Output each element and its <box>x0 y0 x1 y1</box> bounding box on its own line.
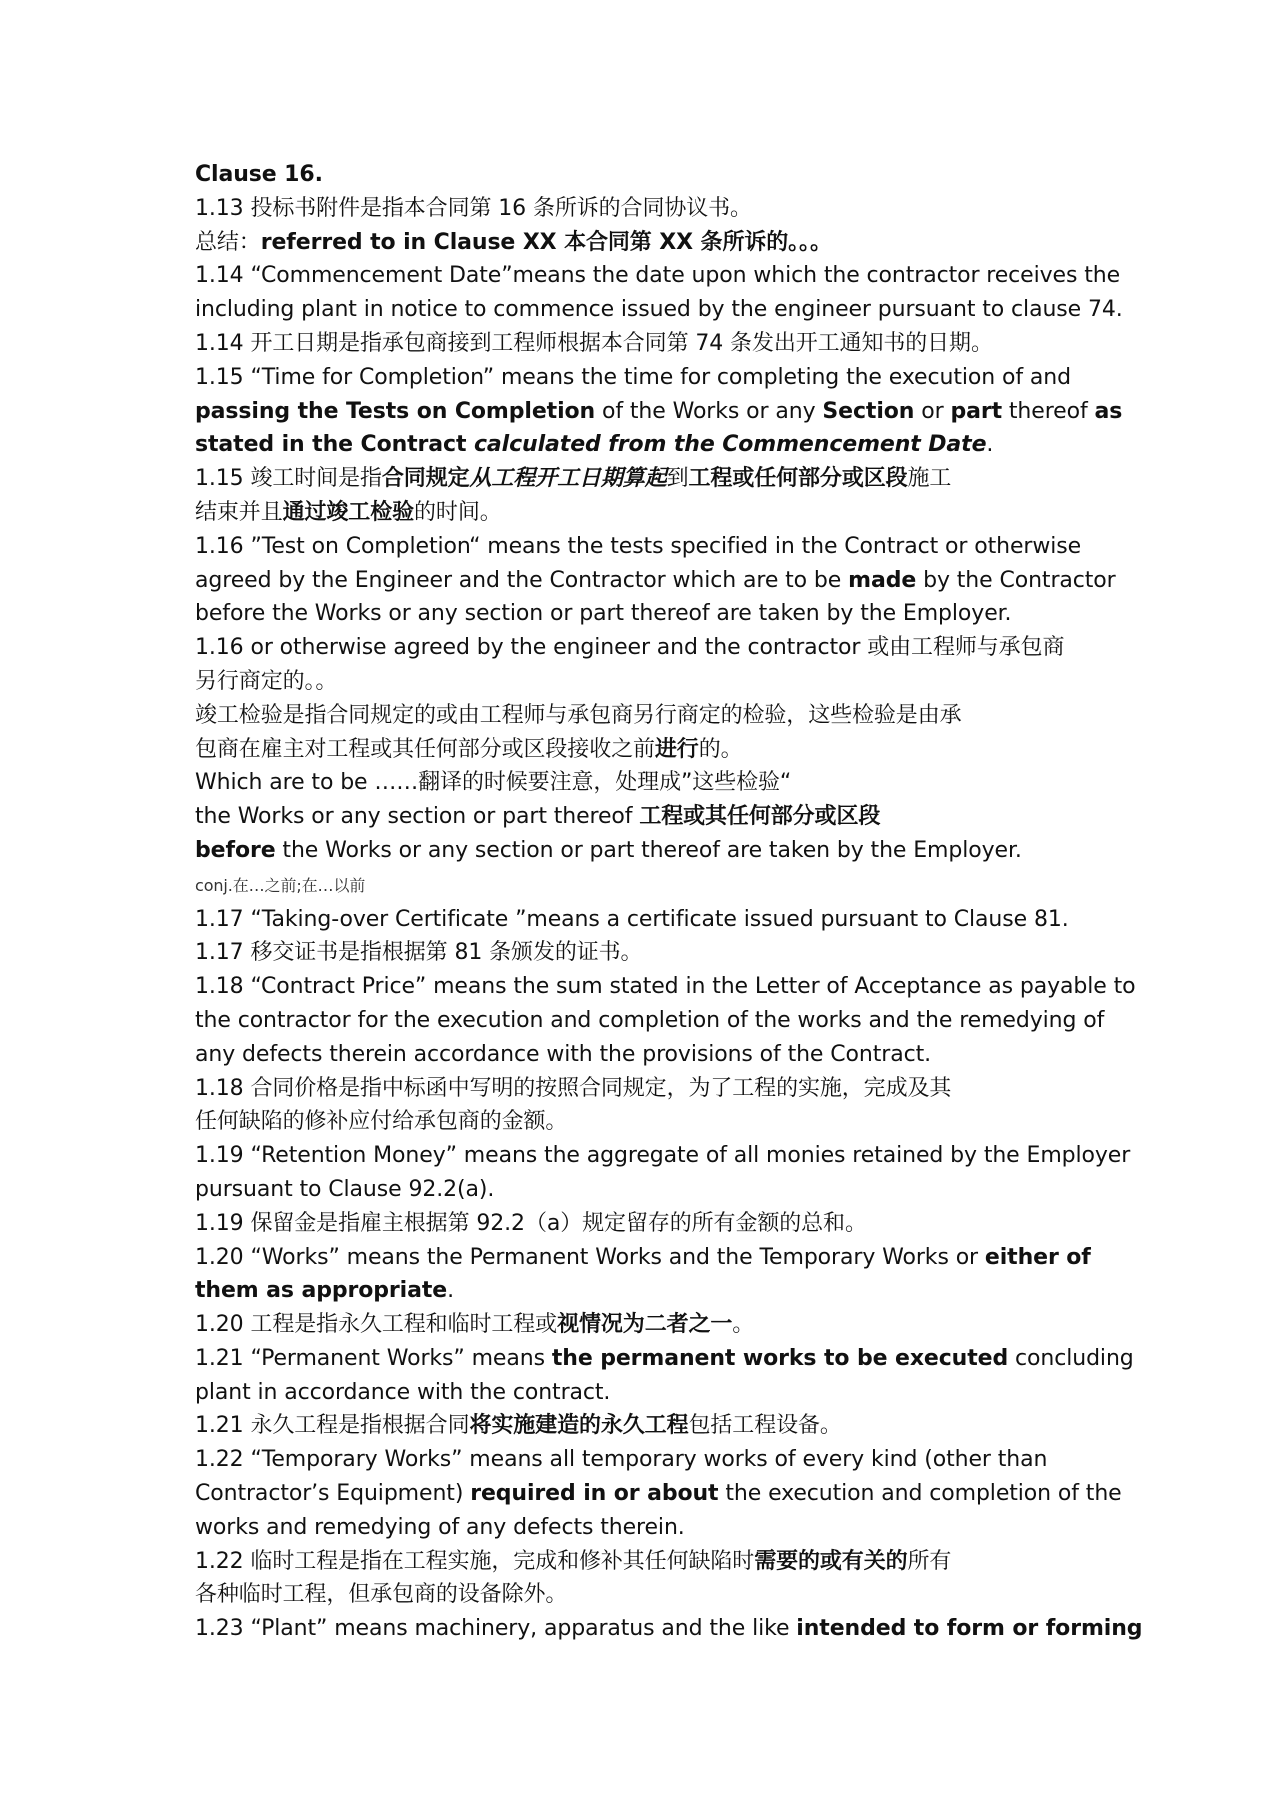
text-segment: 工程或其任何部分或区段 <box>639 804 881 830</box>
text-segment: or <box>914 398 951 424</box>
text-segment: 通过竣工检验 <box>282 499 415 525</box>
text-segment: 的。 <box>698 736 743 762</box>
text-line <box>195 665 1195 699</box>
text-line <box>195 1072 1195 1106</box>
text-segment: 1.17 “Taking-over Certificate ”means a certificate issued pursuant to Clause 81. <box>195 906 1069 932</box>
text-segment: Clause 16. <box>195 162 323 187</box>
text-segment: intended to form or forming <box>796 1616 1143 1642</box>
text-line <box>195 158 1195 192</box>
text-segment: 1.20 “Works” means the Permanent Works and the Temporary Works or <box>195 1244 985 1270</box>
text-segment: the contractor for the execution and completion of the works and the remedying of <box>195 1007 1105 1033</box>
text-line <box>195 1409 1195 1443</box>
text-line <box>195 1173 1195 1207</box>
text-line <box>195 192 1195 226</box>
text-line <box>195 327 1195 361</box>
text-segment: 将实施建造的永久工程 <box>469 1413 689 1439</box>
text-segment: them as appropriate <box>195 1278 448 1304</box>
text-segment: 1.22 临时工程是指在工程实施，完成和修补其任何缺陷时 <box>195 1548 755 1574</box>
text-segment: referred to in Clause XX <box>260 229 557 255</box>
text-line <box>195 1139 1195 1173</box>
text-segment: 到 <box>666 466 689 492</box>
text-segment: 包括工程设备。 <box>688 1413 842 1439</box>
text-segment: pursuant to Clause 92.2(a). <box>195 1176 495 1202</box>
text-segment: plant in accordance with the contract. <box>195 1379 611 1405</box>
text-segment: conj.在…之前;在…以前 <box>195 875 366 895</box>
text-segment: 1.20 工程是指永久工程和临时工程或 <box>195 1312 558 1338</box>
text-segment: 。 <box>732 1312 755 1338</box>
text-segment: 从工程开工日期算起 <box>469 466 667 492</box>
text-segment: 的时间。 <box>414 499 502 525</box>
text-segment: 1.21 “Permanent Works” means <box>195 1345 552 1371</box>
text-line <box>195 428 1195 462</box>
text-segment: Section <box>822 398 915 424</box>
text-segment: 所有 <box>907 1548 952 1574</box>
text-segment: 施工 <box>907 466 952 492</box>
text-segment: agreed by the Engineer and the Contractor which are to be <box>195 567 849 593</box>
text-line <box>195 733 1195 767</box>
text-line <box>195 1376 1195 1410</box>
text-line <box>195 834 1195 868</box>
text-segment: 包商在雇主对工程或其任何部分或区段接收之前 <box>195 736 655 762</box>
text-line <box>195 1308 1195 1342</box>
text-line <box>195 564 1195 598</box>
text-segment: 竣工检验是指合同规定的或由工程师与承包商另行商定的检验，这些检验是由承 <box>195 702 962 728</box>
text-segment: 结束并且 <box>195 499 283 525</box>
text-segment: the permanent works to be executed <box>551 1345 1009 1371</box>
text-line <box>195 1342 1195 1376</box>
text-line <box>195 496 1195 530</box>
text-line <box>195 1477 1195 1511</box>
text-line <box>195 1545 1195 1579</box>
text-segment: 1.15 “Time for Completion” means the time for completing the execution of and <box>195 364 1071 390</box>
text-line <box>195 903 1195 937</box>
text-segment: 1.23 “Plant” means machinery, apparatus and the like <box>195 1616 797 1642</box>
text-segment: . <box>986 432 994 458</box>
document-body <box>195 158 1195 1646</box>
text-segment: works and remedying of any defects therein. <box>195 1514 685 1540</box>
text-segment: Contractor’s Equipment) <box>195 1481 471 1507</box>
text-segment: 另行商定的。。 <box>195 668 338 694</box>
text-segment: any defects therein accordance with the provisions of the Contract. <box>195 1041 931 1067</box>
text-line <box>195 800 1195 834</box>
text-segment: 1.22 “Temporary Works” means all temporary works of every kind (other than <box>195 1447 1048 1473</box>
text-line <box>195 597 1195 631</box>
text-segment: before <box>195 837 276 863</box>
text-segment: 1.17 移交证书是指根据第 81 条颁发的证书。 <box>195 940 643 966</box>
text-line <box>195 1612 1195 1646</box>
text-segment: 需要的或有关的 <box>754 1548 908 1574</box>
text-line <box>195 1241 1195 1275</box>
text-line <box>195 868 1195 903</box>
text-segment: 1.13 投标书附件是指本合同第 16 条所诉的合同协议书。 <box>195 195 752 221</box>
text-line <box>195 1443 1195 1477</box>
text-line <box>195 1511 1195 1545</box>
text-line <box>195 226 1195 260</box>
text-segment: passing the Tests on Completion <box>195 398 596 424</box>
text-segment: stated in the Contract <box>195 432 474 458</box>
text-line <box>195 1207 1195 1241</box>
text-line <box>195 936 1195 970</box>
text-line <box>195 293 1195 327</box>
text-segment: 合同规定 <box>381 466 470 492</box>
text-segment: 工程或任何部分或区段 <box>688 466 908 492</box>
text-line <box>195 259 1195 293</box>
text-segment: of the Works or any <box>595 398 823 424</box>
text-segment: before the Works or any section or part thereof are taken by the Employer. <box>195 601 1012 627</box>
text-segment: 进行 <box>654 736 699 762</box>
text-line <box>195 1038 1195 1072</box>
text-line <box>195 361 1195 395</box>
text-segment: including plant in notice to commence issued by the engineer pursuant to clause 74. <box>195 297 1123 323</box>
text-segment: . <box>447 1278 455 1304</box>
text-segment: part <box>950 398 1002 424</box>
text-segment: the execution and completion of the <box>718 1481 1122 1507</box>
text-segment: 任何缺陷的修补应付给承包商的金额。 <box>195 1109 568 1135</box>
text-line <box>195 1105 1195 1139</box>
text-segment: made <box>848 567 917 593</box>
text-segment: 1.16 ”Test on Completion“ means the tests specified in the Contract or otherwise <box>195 533 1082 559</box>
text-line <box>195 395 1195 429</box>
text-line <box>195 766 1195 800</box>
text-line <box>195 631 1195 665</box>
text-segment: Which are to be ……翻译的时候要注意，处理成”这些检验“ <box>195 770 792 796</box>
text-segment: thereof <box>1002 398 1095 424</box>
text-segment: 1.21 永久工程是指根据合同 <box>195 1413 470 1439</box>
text-segment: 1.15 竣工时间是指 <box>195 466 382 492</box>
text-segment: required in or about <box>470 1481 719 1507</box>
text-segment: 1.18 合同价格是指中标函中写明的按照合同规定，为了工程的实施，完成及其 <box>195 1075 952 1101</box>
text-line <box>195 1004 1195 1038</box>
text-line <box>195 1274 1195 1308</box>
text-segment: as <box>1094 398 1123 424</box>
text-segment: 总结： <box>195 229 261 255</box>
text-segment: 1.14 “Commencement Date”means the date upon which the contractor receives the <box>195 263 1121 289</box>
text-segment: the Works or any section or part thereof are taken by the Employer. <box>275 837 1022 863</box>
text-segment: 1.19 “Retention Money” means the aggregate of all monies retained by the Employer <box>195 1143 1131 1169</box>
text-segment: 1.19 保留金是指雇主根据第 92.2（a）规定留存的所有金额的总和。 <box>195 1210 867 1236</box>
text-line <box>195 699 1195 733</box>
text-segment: either of <box>984 1244 1091 1270</box>
text-segment: concluding <box>1008 1345 1134 1371</box>
text-line <box>195 1578 1195 1612</box>
text-segment: 1.18 “Contract Price” means the sum stated in the Letter of Acceptance as payable to <box>195 974 1136 1000</box>
text-line <box>195 530 1195 564</box>
text-segment: 本合同第 XX 条所诉的。。。 <box>556 229 832 255</box>
text-segment: 各种临时工程，但承包商的设备除外。 <box>195 1582 568 1608</box>
text-line <box>195 970 1195 1004</box>
text-segment: calculated from the Commencement Date <box>473 432 987 458</box>
text-segment: the Works or any section or part thereof <box>195 804 640 830</box>
text-segment: by the Contractor <box>916 567 1116 593</box>
text-segment: 1.14 开工日期是指承包商接到工程师根据本合同第 74 条发出开工通知书的日期。 <box>195 330 993 356</box>
text-segment: 1.16 or otherwise agreed by the engineer and the contractor 或由工程师与承包商 <box>195 635 1065 661</box>
text-line <box>195 462 1195 496</box>
text-segment: 视情况为二者之一 <box>557 1312 733 1338</box>
